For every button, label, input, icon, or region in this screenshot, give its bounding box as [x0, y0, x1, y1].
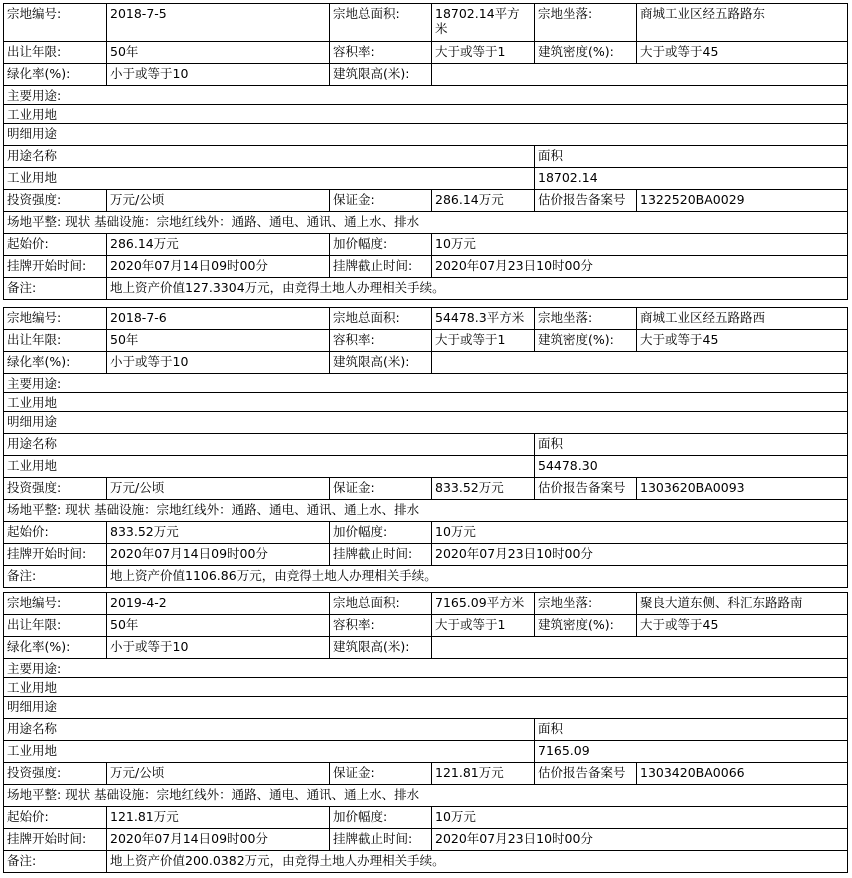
value-increment: 10万元: [432, 522, 848, 544]
label-building-density: 建筑密度(%):: [535, 330, 637, 352]
value-main-use: 工业用地: [4, 393, 848, 412]
value-main-use: 工业用地: [4, 105, 848, 124]
label-appraisal-no: 估价报告备案号: [535, 763, 637, 785]
value-location: 聚良大道东侧、科汇东路路南: [637, 593, 848, 615]
label-increment: 加价幅度:: [330, 522, 432, 544]
label-remarks: 备注:: [4, 851, 107, 873]
label-start-price: 起始价:: [4, 807, 107, 829]
value-greening-rate: 小于或等于10: [107, 352, 330, 374]
value-location: 商城工业区经五路路东: [637, 4, 848, 42]
value-plot-ratio: 大于或等于1: [432, 615, 535, 637]
label-plot-ratio: 容积率:: [330, 615, 432, 637]
value-listing-start: 2020年07月14日09时00分: [107, 829, 330, 851]
label-location: 宗地坐落:: [535, 4, 637, 42]
value-lease-term: 50年: [107, 330, 330, 352]
label-increment: 加价幅度:: [330, 234, 432, 256]
value-parcel-no: 2018-7-6: [107, 308, 330, 330]
label-appraisal-no: 估价报告备案号: [535, 478, 637, 500]
parcel-table-1: [3, 3, 848, 300]
value-deposit: 833.52万元: [432, 478, 535, 500]
value-height-limit: [432, 352, 848, 374]
value-total-area: 18702.14平方米: [432, 4, 535, 42]
value-appraisal-no: 1303420BA0066: [637, 763, 848, 785]
value-listing-start: 2020年07月14日09时00分: [107, 544, 330, 566]
value-investment: 万元/公顷: [107, 763, 330, 785]
label-detail-use: 明细用途: [4, 124, 848, 146]
label-investment: 投资强度:: [4, 478, 107, 500]
site-condition-row: [4, 500, 848, 522]
label-height-limit: 建筑限高(米):: [330, 64, 432, 86]
label-deposit: 保证金:: [330, 478, 432, 500]
label-main-use: 主要用途:: [4, 374, 848, 393]
value-site-condition: 现状 基础设施：宗地红线外：通路、通电、通讯、通上水、排水: [65, 502, 420, 517]
label-use-name: 用途名称: [4, 146, 535, 168]
value-main-use: 工业用地: [4, 678, 848, 697]
value-area: 54478.30: [535, 456, 848, 478]
value-start-price: 833.52万元: [107, 522, 330, 544]
value-building-density: 大于或等于45: [637, 615, 848, 637]
label-site-condition: 场地平整:: [7, 214, 62, 229]
value-site-condition: 现状 基础设施：宗地红线外：通路、通电、通讯、通上水、排水: [65, 214, 420, 229]
label-parcel-no: 宗地编号:: [4, 308, 107, 330]
label-listing-start: 挂牌开始时间:: [4, 829, 107, 851]
label-remarks: 备注:: [4, 566, 107, 588]
value-deposit: 286.14万元: [432, 190, 535, 212]
value-plot-ratio: 大于或等于1: [432, 330, 535, 352]
value-start-price: 286.14万元: [107, 234, 330, 256]
label-greening-rate: 绿化率(%):: [4, 637, 107, 659]
value-remarks: 地上资产价值200.0382万元，由竞得土地人办理相关手续。: [107, 851, 848, 873]
value-total-area: 54478.3平方米: [432, 308, 535, 330]
value-area: 7165.09: [535, 741, 848, 763]
value-area: 18702.14: [535, 168, 848, 190]
value-remarks: 地上资产价值1106.86万元，由竞得土地人办理相关手续。: [107, 566, 848, 588]
label-greening-rate: 绿化率(%):: [4, 64, 107, 86]
value-total-area: 7165.09平方米: [432, 593, 535, 615]
value-site-condition: 现状 基础设施：宗地红线外：通路、通电、通讯、通上水、排水: [65, 787, 420, 802]
label-area: 面积: [535, 146, 848, 168]
value-use-name: 工业用地: [4, 168, 535, 190]
site-condition-row: [4, 785, 848, 807]
label-location: 宗地坐落:: [535, 593, 637, 615]
label-detail-use: 明细用途: [4, 697, 848, 719]
value-greening-rate: 小于或等于10: [107, 64, 330, 86]
label-main-use: 主要用途:: [4, 86, 848, 105]
value-lease-term: 50年: [107, 615, 330, 637]
value-listing-end: 2020年07月23日10时00分: [432, 256, 848, 278]
label-lease-term: 出让年限:: [4, 42, 107, 64]
value-height-limit: [432, 637, 848, 659]
label-area: 面积: [535, 719, 848, 741]
label-site-condition: 场地平整:: [7, 787, 62, 802]
label-total-area: 宗地总面积:: [330, 593, 432, 615]
label-listing-end: 挂牌截止时间:: [330, 829, 432, 851]
value-deposit: 121.81万元: [432, 763, 535, 785]
label-remarks: 备注:: [4, 278, 107, 300]
label-listing-start: 挂牌开始时间:: [4, 256, 107, 278]
label-lease-term: 出让年限:: [4, 330, 107, 352]
label-parcel-no: 宗地编号:: [4, 4, 107, 42]
value-plot-ratio: 大于或等于1: [432, 42, 535, 64]
label-increment: 加价幅度:: [330, 807, 432, 829]
value-parcel-no: 2019-4-2: [107, 593, 330, 615]
label-use-name: 用途名称: [4, 434, 535, 456]
label-listing-end: 挂牌截止时间:: [330, 544, 432, 566]
value-building-density: 大于或等于45: [637, 42, 848, 64]
label-start-price: 起始价:: [4, 234, 107, 256]
label-greening-rate: 绿化率(%):: [4, 352, 107, 374]
parcel-table-2: [3, 307, 848, 588]
label-total-area: 宗地总面积:: [330, 308, 432, 330]
value-remarks: 地上资产价值127.3304万元，由竞得土地人办理相关手续。: [107, 278, 848, 300]
label-area: 面积: [535, 434, 848, 456]
label-deposit: 保证金:: [330, 763, 432, 785]
label-start-price: 起始价:: [4, 522, 107, 544]
label-detail-use: 明细用途: [4, 412, 848, 434]
value-listing-start: 2020年07月14日09时00分: [107, 256, 330, 278]
label-plot-ratio: 容积率:: [330, 42, 432, 64]
value-investment: 万元/公顷: [107, 190, 330, 212]
label-deposit: 保证金:: [330, 190, 432, 212]
label-listing-start: 挂牌开始时间:: [4, 544, 107, 566]
label-listing-end: 挂牌截止时间:: [330, 256, 432, 278]
label-site-condition: 场地平整:: [7, 502, 62, 517]
label-parcel-no: 宗地编号:: [4, 593, 107, 615]
value-investment: 万元/公顷: [107, 478, 330, 500]
label-location: 宗地坐落:: [535, 308, 637, 330]
value-listing-end: 2020年07月23日10时00分: [432, 544, 848, 566]
label-height-limit: 建筑限高(米):: [330, 352, 432, 374]
value-appraisal-no: 1303620BA0093: [637, 478, 848, 500]
value-lease-term: 50年: [107, 42, 330, 64]
label-lease-term: 出让年限:: [4, 615, 107, 637]
label-investment: 投资强度:: [4, 763, 107, 785]
site-condition-row: [4, 212, 848, 234]
value-appraisal-no: 1322520BA0029: [637, 190, 848, 212]
value-greening-rate: 小于或等于10: [107, 637, 330, 659]
value-use-name: 工业用地: [4, 456, 535, 478]
label-appraisal-no: 估价报告备案号: [535, 190, 637, 212]
label-height-limit: 建筑限高(米):: [330, 637, 432, 659]
label-building-density: 建筑密度(%):: [535, 615, 637, 637]
label-plot-ratio: 容积率:: [330, 330, 432, 352]
label-building-density: 建筑密度(%):: [535, 42, 637, 64]
label-total-area: 宗地总面积:: [330, 4, 432, 42]
value-start-price: 121.81万元: [107, 807, 330, 829]
value-parcel-no: 2018-7-5: [107, 4, 330, 42]
value-use-name: 工业用地: [4, 741, 535, 763]
value-building-density: 大于或等于45: [637, 330, 848, 352]
value-height-limit: [432, 64, 848, 86]
label-investment: 投资强度:: [4, 190, 107, 212]
parcel-table-3: [3, 592, 848, 873]
label-main-use: 主要用途:: [4, 659, 848, 678]
label-use-name: 用途名称: [4, 719, 535, 741]
value-increment: 10万元: [432, 234, 848, 256]
value-listing-end: 2020年07月23日10时00分: [432, 829, 848, 851]
value-location: 商城工业区经五路路西: [637, 308, 848, 330]
value-increment: 10万元: [432, 807, 848, 829]
